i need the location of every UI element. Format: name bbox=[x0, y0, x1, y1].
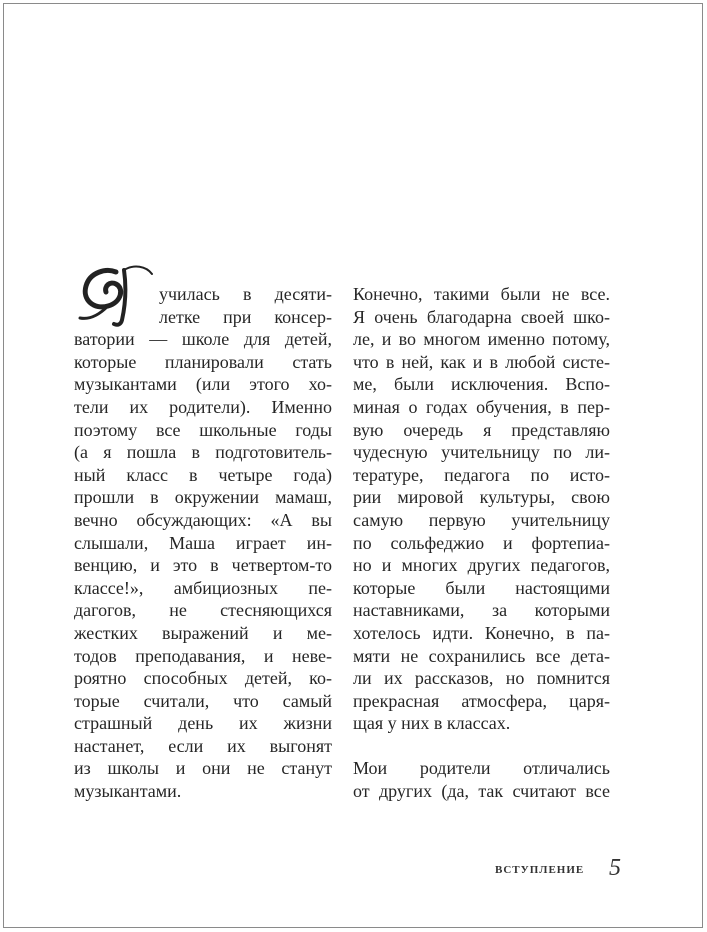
text-line: торые считали, что самый bbox=[74, 690, 332, 711]
text-line: ле, и во многом именно потому, bbox=[353, 329, 610, 350]
text-line: училась в десяти- bbox=[159, 284, 332, 304]
text-line: ватории — школе для детей, bbox=[74, 329, 332, 350]
text-line: слышали, Маша играет ин- bbox=[74, 532, 332, 553]
text-line: настанет, если их выгонят bbox=[74, 735, 332, 756]
text-line: чудесную учительницу по ли- bbox=[353, 442, 610, 463]
text-line: что в ней, как и в любой систе- bbox=[353, 351, 610, 372]
text-line: миная о годах обучения, в пер- bbox=[353, 396, 610, 417]
text-line: по сольфеджио и фортепиа- bbox=[353, 532, 610, 553]
left-column bbox=[74, 283, 332, 803]
text-line: музыкантами (или этого хо- bbox=[74, 374, 332, 395]
text-line: тели их родители). Именно bbox=[74, 396, 332, 417]
text-line: дагогов, не стесняющихся bbox=[74, 600, 332, 621]
text-line: ли их рассказов, но помнится bbox=[353, 668, 610, 689]
text-line: тературе, педагога по исто- bbox=[353, 464, 610, 485]
text-line: вечно обсуждающих: «А вы bbox=[74, 509, 332, 530]
text-line: Мои родители отличались bbox=[353, 758, 610, 779]
text-line: вую очередь я представляю bbox=[353, 419, 610, 440]
text-line: роятно способных детей, ко- bbox=[74, 668, 332, 689]
page-number: 5 bbox=[609, 855, 621, 881]
text-line: но и многих других педагогов, bbox=[353, 555, 610, 576]
text-line: которые были настоящими bbox=[353, 577, 610, 598]
section-label: ВСТУПЛЕНИЕ bbox=[495, 864, 585, 876]
text-line: жестких выражений и ме- bbox=[74, 622, 332, 643]
text-line: ме, были исключения. Вспо- bbox=[353, 374, 610, 395]
text-line: ный класс в четыре года) bbox=[74, 464, 332, 485]
text-line: Я очень благодарна своей шко- bbox=[353, 306, 610, 327]
text-line: наставниками, за которыми bbox=[353, 600, 610, 621]
text-line: самую первую учительницу bbox=[353, 509, 610, 530]
text-line: (а я пошла в подготовитель- bbox=[74, 442, 332, 463]
text-line: страшный день их жизни bbox=[74, 713, 332, 734]
text-line: прекрасная атмосфера, царя- bbox=[353, 690, 610, 711]
text-line: летке при консер- bbox=[159, 306, 332, 327]
text-line: венцию, и это в четвертом-то bbox=[74, 555, 332, 576]
text-line: тодов преподавания, и неве- bbox=[74, 645, 332, 666]
text-line: мяти не сохранились все дета- bbox=[353, 645, 610, 666]
text-line: из школы и они не станут bbox=[74, 758, 332, 779]
text-line: прошли в окружении мамаш, bbox=[74, 487, 332, 508]
text-line: от других (да, так считают все bbox=[353, 781, 610, 802]
text-line: хотелось идти. Конечно, в па- bbox=[353, 622, 610, 643]
text-line: музыкантами. bbox=[74, 781, 182, 802]
paragraph-gap bbox=[353, 735, 610, 758]
text-line: поэтому все школьные годы bbox=[74, 419, 332, 440]
right-column bbox=[353, 283, 610, 803]
text-line: рии мировой культуры, свою bbox=[353, 487, 610, 508]
text-line: Конечно, такими были не все. bbox=[353, 284, 610, 304]
text-line: которые планировали стать bbox=[74, 351, 332, 372]
text-line: классе!», амбициозных пе- bbox=[74, 577, 332, 598]
text-line: щая у них в классах. bbox=[353, 713, 511, 734]
